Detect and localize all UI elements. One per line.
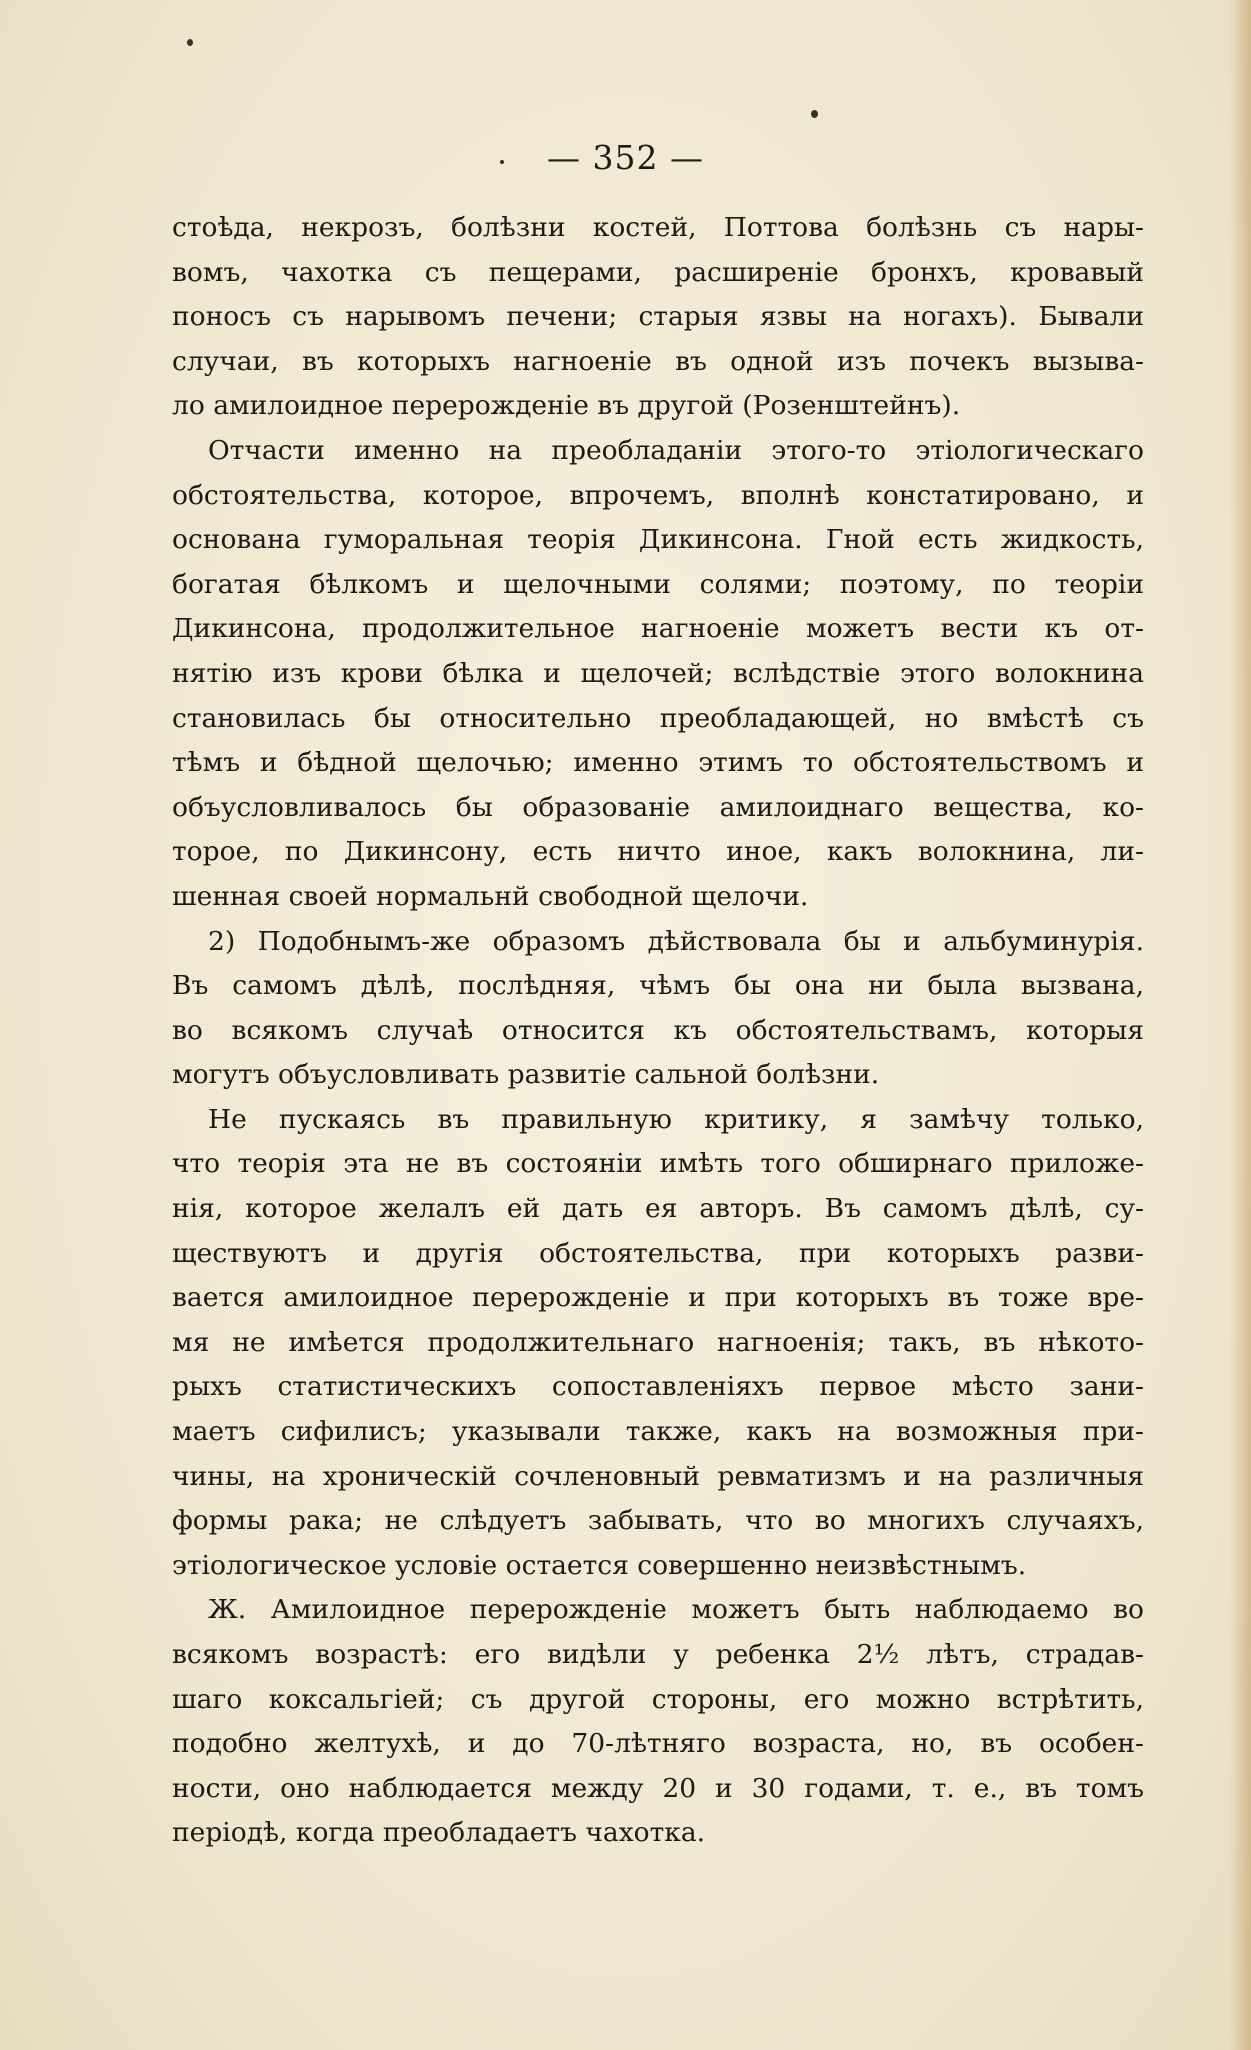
text-line: стоѣда, некрозъ, болѣзни костей, Поттова болѣзнь съ нары-: [172, 212, 1144, 243]
text-line: во всякомъ случаѣ относится къ обстоятельствамъ, которыя: [172, 1014, 1144, 1046]
text-line: богатая бѣлкомъ и щелочными солями; поэтому, по теоріи: [172, 568, 1144, 600]
text-line: вомъ, чахотка съ пещерами, расширеніе бронхъ, кровавый: [172, 256, 1144, 288]
text-line: нятію изъ крови бѣлка и щелочей; вслѣдствіе этого волокнина: [172, 657, 1144, 689]
text-line: этіологическое условіе остается совершенно неизвѣстнымъ.: [172, 1549, 1027, 1581]
text-line: случаи, въ которыхъ нагноеніе въ одной изъ почекъ вызыва-: [172, 345, 1144, 377]
text-line: рыхъ статистическихъ сопоставленіяхъ первое мѣсто зани-: [172, 1371, 1144, 1403]
text-line: поносъ съ нарывомъ печени; старыя язвы на ногахъ). Бывали: [172, 301, 1144, 333]
text-line: Отчасти именно на преобладаніи этого-то этіологическаго: [208, 434, 1144, 466]
text-line: Дикинсона, продолжительное нагноеніе можетъ вести къ от-: [172, 613, 1144, 645]
page-number: — 352 —: [547, 138, 704, 177]
text-line: ности, оно наблюдается между 20 и 30 годами, т. е., въ томъ: [172, 1772, 1144, 1804]
ink-spot: [187, 39, 193, 46]
text-line: шаго коксальгіей; съ другой стороны, его можно встрѣтить,: [172, 1683, 1144, 1715]
page-edge-shadow: [1229, 0, 1251, 2050]
text-line: шенная своей нормальнй свободной щелочи.: [172, 880, 809, 912]
text-line: могутъ объусловливать развитіе сальной болѣзни.: [172, 1059, 880, 1091]
text-line: подобно желтухѣ, и до 70-лѣтняго возраста, но, въ особен-: [172, 1728, 1144, 1760]
text-line: объусловливалось бы образованіе амилоиднаго вещества, ко-: [172, 791, 1144, 823]
text-line: обстоятельства, которое, впрочемъ, вполнѣ констатировано, и: [172, 479, 1144, 511]
text-line: что теорія эта не въ состояніи имѣть того обширнаго приложе-: [172, 1148, 1144, 1180]
text-line: нія, которое желалъ ей дать ея авторъ. Въ самомъ дѣлѣ, су-: [172, 1193, 1144, 1225]
text-line: періодѣ, когда преобладаетъ чахотка.: [172, 1817, 706, 1849]
text-line: становилась бы относительно преобладающей, но вмѣстѣ съ: [172, 702, 1144, 734]
text-line: чины, на хроническій сочленовный ревматизмъ и на различныя: [172, 1460, 1144, 1492]
text-line: тѣмъ и бѣдной щелочью; именно этимъ то обстоятельствомъ и: [172, 747, 1144, 779]
text-line: маетъ сифилисъ; указывали также, какъ на возможныя при-: [172, 1416, 1144, 1448]
text-line: формы рака; не слѣдуетъ забывать, что во многихъ случаяхъ,: [172, 1505, 1144, 1537]
text-line: всякомъ возрастѣ: его видѣли у ребенка 2½ лѣтъ, страдав-: [172, 1639, 1144, 1670]
text-line: основана гуморальная теорія Дикинсона. Гной есть жидкость,: [172, 524, 1144, 556]
text-line: 2) Подобнымъ-же образомъ дѣйствовала бы и альбуминурія.: [208, 925, 1144, 957]
text-line: Ж. Амилоидное перерожденіе можетъ быть наблюдаемо во: [208, 1594, 1144, 1626]
text-line: Въ самомъ дѣлѣ, послѣдняя, чѣмъ бы она ни была вызвана,: [172, 970, 1144, 1002]
ink-spot: [811, 110, 818, 118]
text-line: вается амилоидное перерожденіе и при которыхъ въ тоже вре-: [172, 1282, 1144, 1314]
text-line: мя не имѣется продолжительнаго нагноенія; такъ, въ нѣкото-: [172, 1326, 1144, 1358]
body-text: [172, 206, 1144, 1856]
text-line: ло амилоидное перерожденіе въ другой (Розенштейнъ).: [172, 390, 961, 422]
text-line: торое, по Дикинсону, есть ничто иное, какъ волокнина, ли-: [172, 836, 1144, 868]
text-line: Не пускаясь въ правильную критику, я замѣчу только,: [208, 1103, 1144, 1135]
text-line: ществуютъ и другія обстоятельства, при которыхъ разви-: [172, 1237, 1144, 1269]
